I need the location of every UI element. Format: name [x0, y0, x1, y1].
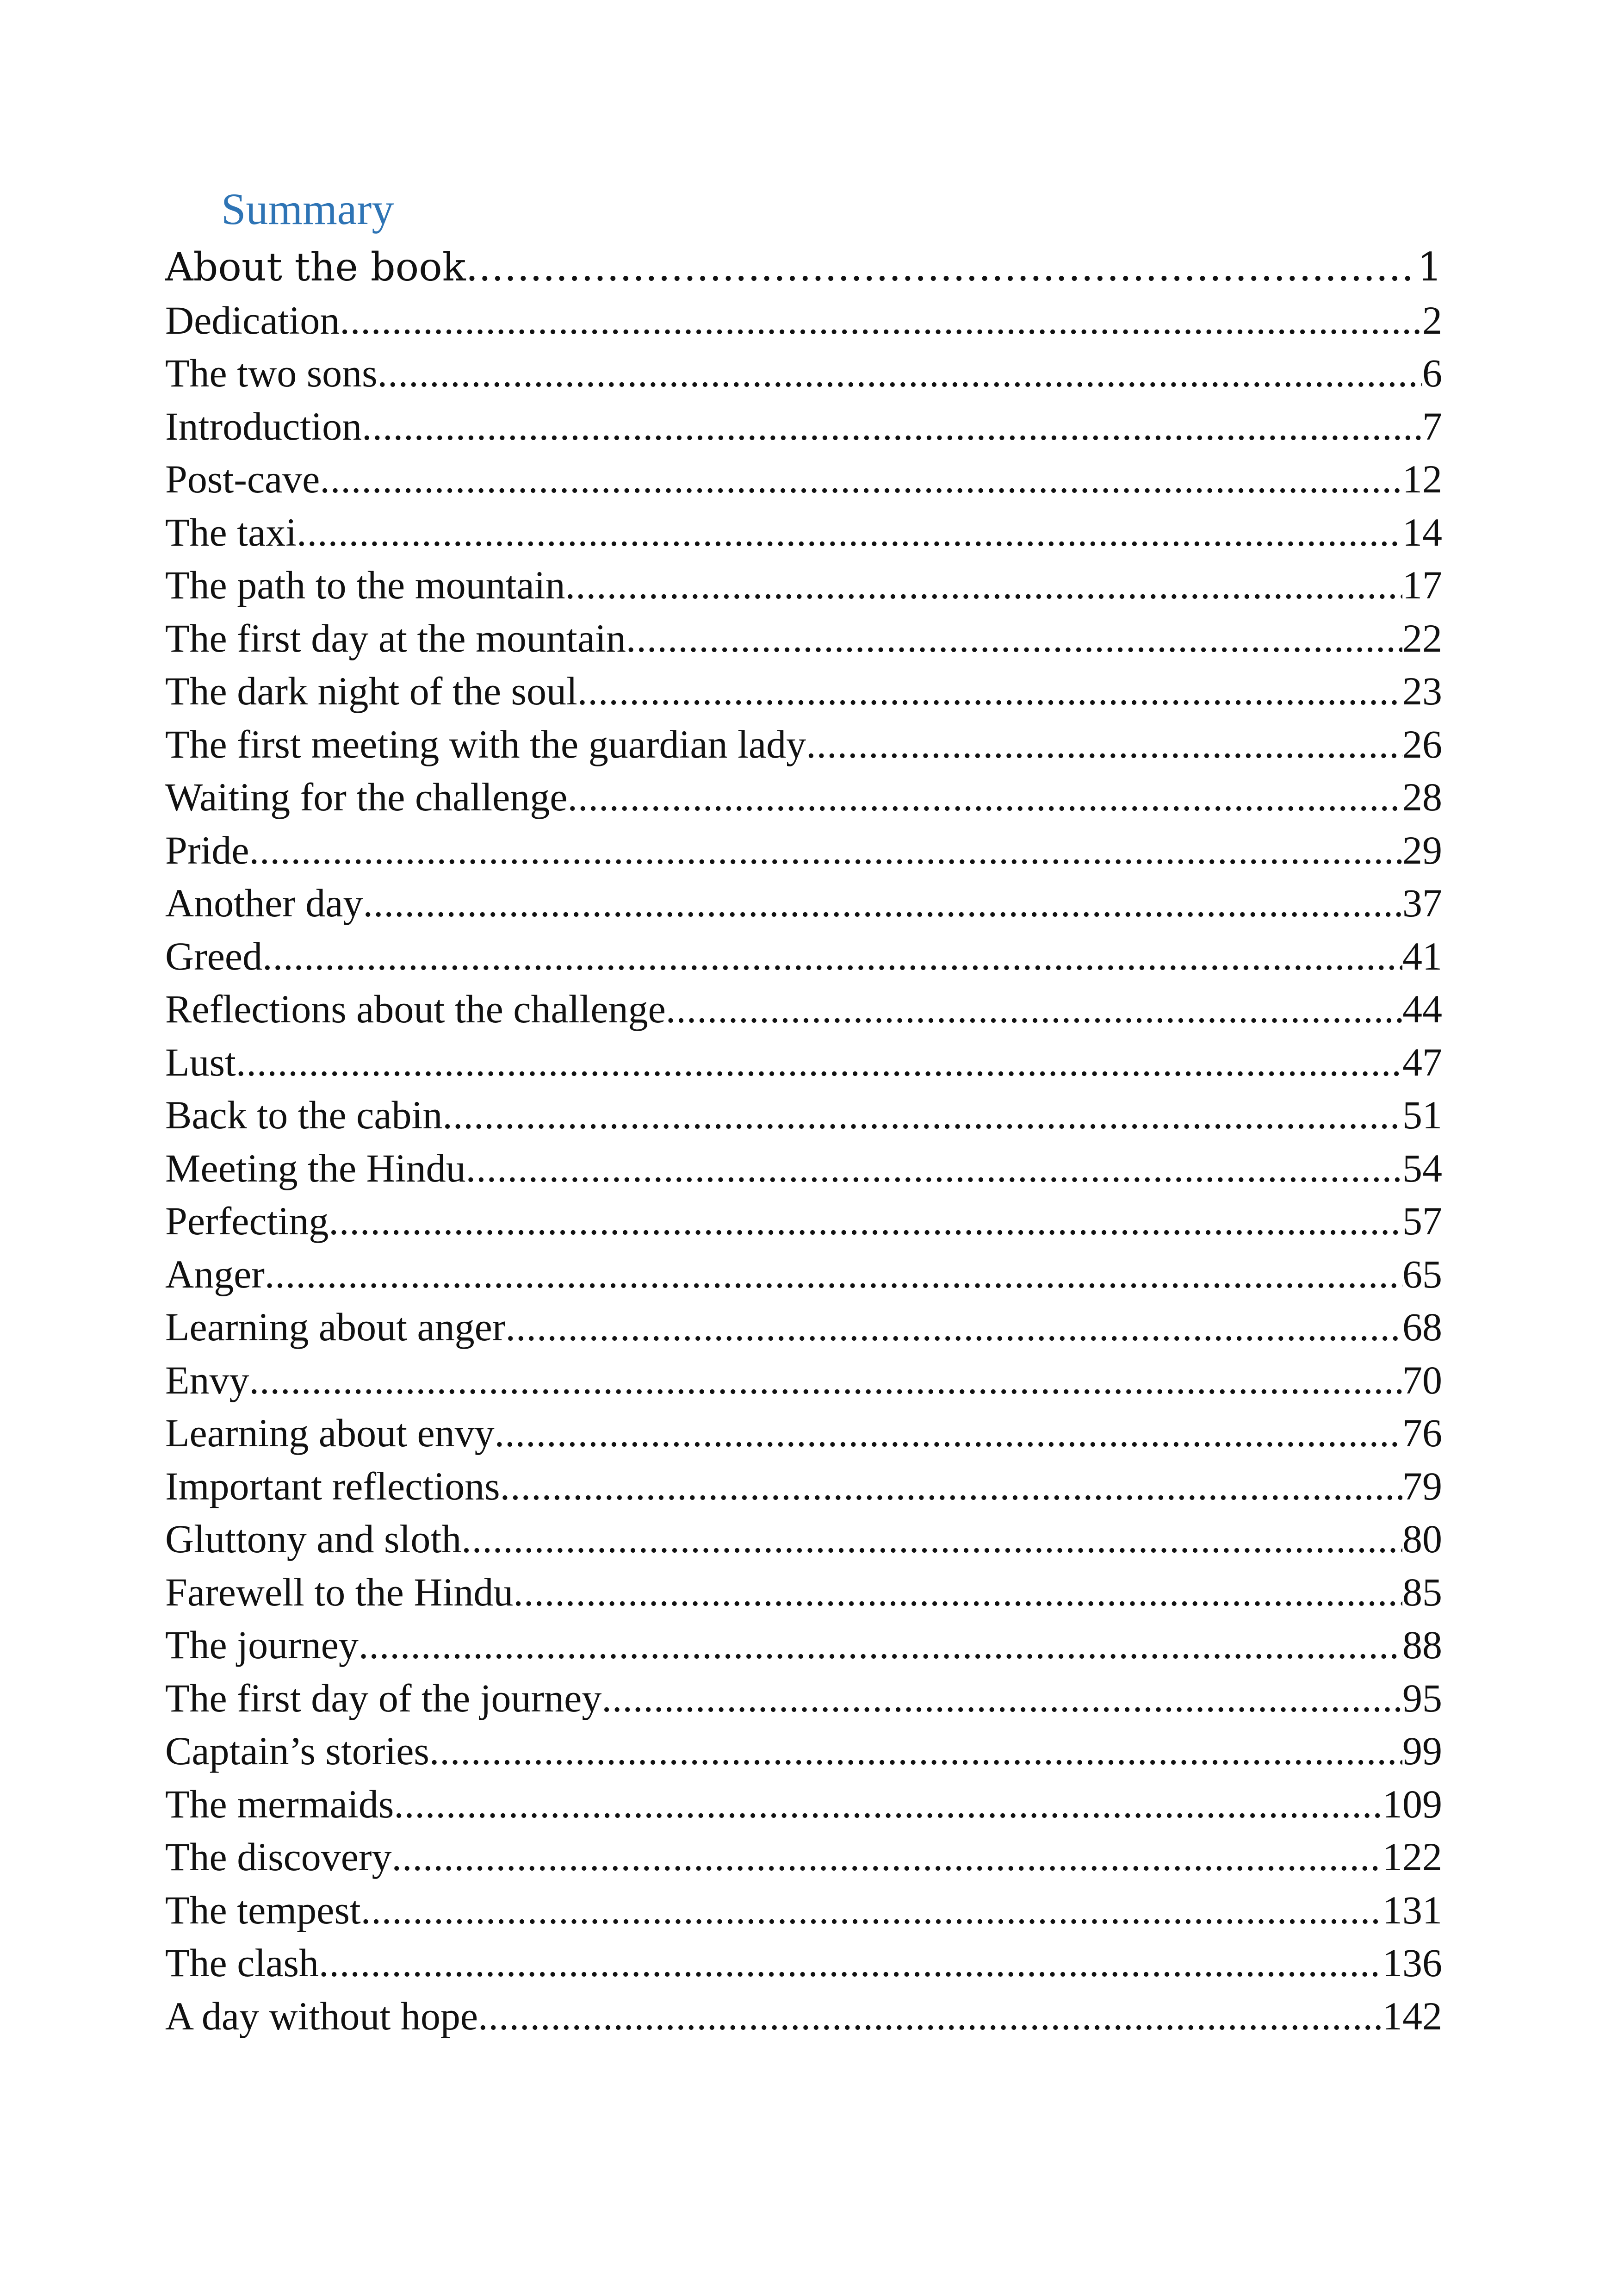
toc-entry-title: Reflections about the challenge [165, 987, 666, 1031]
toc-entry-page-number: 95 [1402, 1675, 1442, 1720]
toc-entry[interactable] [165, 877, 1442, 930]
toc-entry-title: Pride [165, 828, 249, 872]
toc-dot-leader [626, 612, 1402, 665]
toc-entry-page-number: 131 [1382, 1887, 1442, 1932]
toc-entry-page-number: 51 [1402, 1093, 1442, 1137]
toc-entry[interactable] [165, 1830, 1442, 1884]
toc-entry-page-number: 1 [1417, 244, 1442, 290]
toc-entry-title: Captain’s stories [165, 1729, 429, 1773]
toc-dot-leader [429, 1724, 1402, 1778]
toc-entry-title: The mermaids [165, 1781, 394, 1826]
toc-entry-title: Perfecting [165, 1199, 329, 1243]
toc-entry-title: About the book [165, 244, 466, 290]
toc-entry[interactable] [165, 1672, 1442, 1725]
toc-entry-page-number: 109 [1382, 1781, 1442, 1826]
toc-dot-leader [513, 1566, 1402, 1619]
toc-entry-page-number: 44 [1402, 987, 1442, 1031]
toc-dot-leader [806, 718, 1402, 771]
toc-dot-leader [319, 1936, 1382, 1990]
toc-entry-page-number: 122 [1382, 1835, 1442, 1879]
toc-entry[interactable] [165, 1512, 1442, 1566]
toc-entry-page-number: 57 [1402, 1199, 1442, 1243]
toc-entry-page-number: 41 [1402, 933, 1442, 978]
toc-entry[interactable] [165, 559, 1442, 612]
toc-entry[interactable] [165, 347, 1442, 400]
toc-entry-page-number: 88 [1402, 1623, 1442, 1667]
toc-dot-leader [666, 983, 1402, 1036]
toc-entry[interactable] [165, 1724, 1442, 1778]
toc-dot-leader [577, 665, 1402, 718]
toc-dot-leader [567, 771, 1402, 824]
toc-entry-title: Dedication [165, 298, 340, 342]
toc-dot-leader [461, 1512, 1402, 1566]
toc-dot-leader [601, 1672, 1402, 1725]
toc-entry[interactable] [165, 1566, 1442, 1619]
toc-dot-leader [297, 506, 1402, 559]
toc-entry-title: The journey [165, 1623, 359, 1667]
toc-dot-leader [466, 241, 1418, 294]
toc-dot-leader [320, 453, 1402, 506]
toc-entry-page-number: 70 [1402, 1357, 1442, 1402]
toc-entry-title: Farewell to the Hindu [165, 1569, 514, 1614]
toc-entry-page-number: 76 [1402, 1411, 1442, 1455]
toc-entry-page-number: 37 [1402, 881, 1442, 925]
toc-entry-title: Lust [165, 1039, 236, 1084]
toc-entry[interactable] [165, 1195, 1442, 1248]
toc-entry-page-number: 22 [1402, 616, 1442, 660]
toc-dot-leader [478, 1990, 1382, 2043]
toc-entry[interactable] [165, 771, 1442, 824]
toc-entry[interactable] [165, 665, 1442, 718]
toc-entry-title: The clash [165, 1941, 319, 1985]
toc-entry[interactable] [165, 1354, 1442, 1407]
toc-entry[interactable] [165, 1089, 1442, 1142]
toc-entry-page-number: 2 [1422, 298, 1442, 342]
toc-dot-leader [262, 930, 1402, 983]
toc-dot-leader [340, 294, 1422, 347]
toc-entry-title: Envy [165, 1357, 249, 1402]
toc-entry-title: The path to the mountain [165, 563, 565, 607]
toc-entry[interactable] [165, 1406, 1442, 1460]
toc-dot-leader [565, 559, 1402, 612]
toc-entry[interactable] [165, 1936, 1442, 1990]
toc-entry[interactable] [165, 824, 1442, 877]
toc-entry-title: The taxi [165, 510, 297, 554]
toc-entry[interactable] [165, 1778, 1442, 1831]
table-of-contents [165, 241, 1442, 2042]
toc-entry-title: Introduction [165, 404, 362, 448]
toc-entry[interactable] [165, 1618, 1442, 1672]
toc-entry-page-number: 85 [1402, 1569, 1442, 1614]
toc-entry-title: The tempest [165, 1887, 361, 1932]
toc-entry-page-number: 26 [1402, 722, 1442, 766]
toc-dot-leader [249, 824, 1402, 877]
toc-dot-leader [329, 1195, 1402, 1248]
toc-entry-title: Gluttony and sloth [165, 1517, 462, 1561]
toc-entry-page-number: 54 [1402, 1145, 1442, 1190]
toc-entry[interactable] [165, 400, 1442, 453]
toc-entry-page-number: 65 [1402, 1251, 1442, 1296]
toc-entry-page-number: 12 [1402, 457, 1442, 501]
toc-entry-title: The two sons [165, 351, 378, 395]
toc-entry-page-number: 14 [1402, 510, 1442, 554]
toc-entry-page-number: 80 [1402, 1517, 1442, 1561]
toc-entry-page-number: 28 [1402, 775, 1442, 819]
toc-entry[interactable] [165, 1460, 1442, 1513]
toc-entry-title: Another day [165, 881, 363, 925]
toc-entry-title: The first meeting with the guardian lady [165, 722, 806, 766]
toc-entry-title: Important reflections [165, 1463, 500, 1508]
toc-dot-leader [466, 1142, 1402, 1195]
toc-entry-title: Back to the cabin [165, 1093, 443, 1137]
toc-dot-leader [378, 347, 1422, 400]
toc-entry-title: The first day at the mountain [165, 616, 626, 660]
toc-entry-title: Post-cave [165, 457, 320, 501]
toc-entry[interactable] [165, 294, 1442, 347]
toc-entry-title: Greed [165, 933, 263, 978]
toc-dot-leader [363, 877, 1402, 930]
toc-entry-page-number: 6 [1422, 351, 1442, 395]
toc-dot-leader [392, 1830, 1382, 1884]
toc-entry-page-number: 17 [1402, 563, 1442, 607]
toc-dot-leader [361, 1884, 1382, 1937]
toc-entry-title: The dark night of the soul [165, 669, 577, 713]
toc-heading: Summary [221, 184, 394, 234]
toc-entry-page-number: 47 [1402, 1039, 1442, 1084]
toc-dot-leader [500, 1460, 1402, 1513]
toc-entry[interactable] [165, 1884, 1442, 1937]
toc-entry-title: Learning about anger [165, 1305, 506, 1349]
toc-entry[interactable] [165, 1248, 1442, 1301]
toc-entry[interactable] [165, 453, 1442, 506]
toc-entry[interactable] [165, 1036, 1442, 1089]
toc-entry-page-number: 136 [1382, 1941, 1442, 1985]
toc-dot-leader [362, 400, 1422, 453]
toc-dot-leader [236, 1036, 1402, 1089]
toc-entry-title: The discovery [165, 1835, 392, 1879]
toc-entry[interactable] [165, 983, 1442, 1036]
toc-entry-page-number: 29 [1402, 828, 1442, 872]
toc-entry[interactable] [165, 1300, 1442, 1354]
toc-dot-leader [249, 1354, 1402, 1407]
toc-dot-leader [505, 1300, 1402, 1354]
toc-entry[interactable] [165, 718, 1442, 771]
toc-dot-leader [265, 1248, 1402, 1301]
toc-entry[interactable] [165, 930, 1442, 983]
toc-entry-page-number: 142 [1382, 1993, 1442, 2038]
toc-entry-title: Meeting the Hindu [165, 1145, 466, 1190]
toc-entry-title: Waiting for the challenge [165, 775, 568, 819]
toc-entry-title: A day without hope [165, 1993, 478, 2038]
toc-entry[interactable] [165, 506, 1442, 559]
toc-entry[interactable] [165, 1142, 1442, 1195]
toc-dot-leader [495, 1406, 1402, 1460]
toc-entry-page-number: 68 [1402, 1305, 1442, 1349]
toc-dot-leader [442, 1089, 1402, 1142]
toc-entry-page-number: 79 [1402, 1463, 1442, 1508]
toc-entry-page-number: 99 [1402, 1729, 1442, 1773]
toc-dot-leader [394, 1778, 1382, 1831]
toc-entry-page-number: 23 [1402, 669, 1442, 713]
toc-entry-title: Anger [165, 1251, 265, 1296]
toc-entry[interactable] [165, 1990, 1442, 2043]
toc-entry-page-number: 7 [1422, 404, 1442, 448]
toc-entry[interactable] [165, 241, 1442, 294]
toc-entry[interactable] [165, 612, 1442, 665]
toc-entry-title: Learning about envy [165, 1411, 495, 1455]
toc-dot-leader [359, 1618, 1402, 1672]
toc-entry-title: The first day of the journey [165, 1675, 602, 1720]
